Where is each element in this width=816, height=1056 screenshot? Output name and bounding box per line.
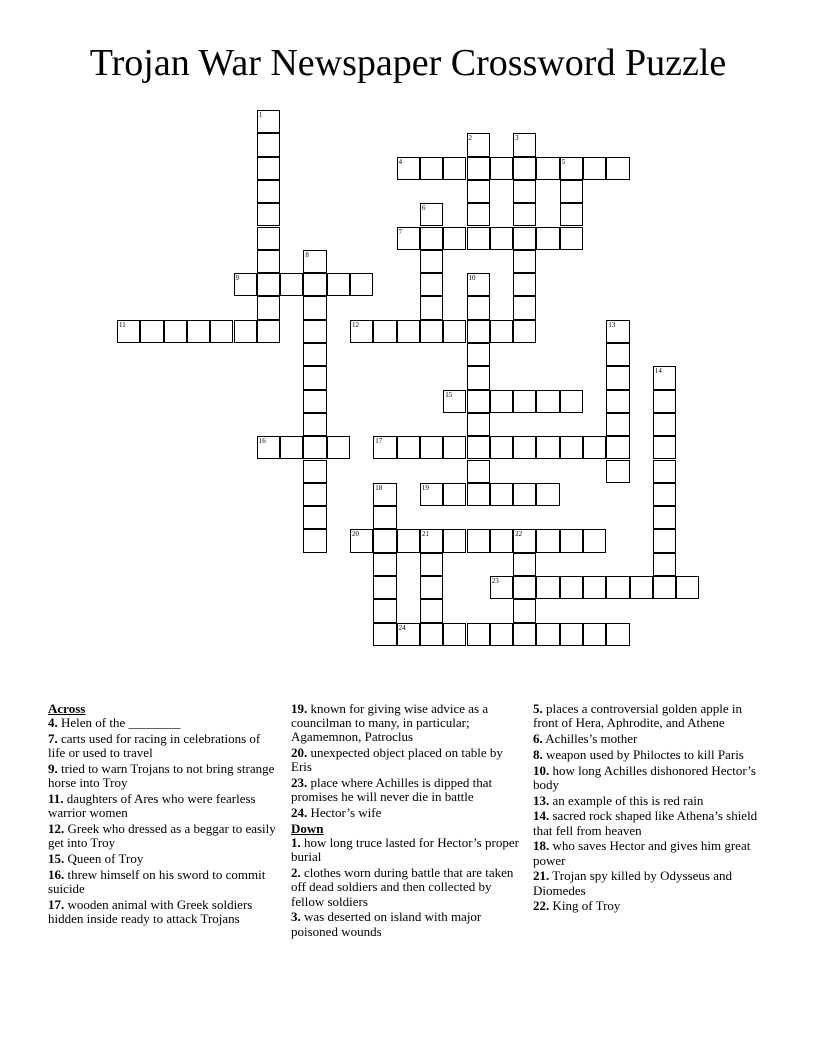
grid-cell[interactable] (350, 529, 373, 552)
clue-item (533, 809, 765, 837)
clue-text: threw himself on his sword to commit suicide (48, 866, 266, 896)
grid-cell[interactable] (560, 576, 583, 599)
grid-cell[interactable] (467, 390, 490, 413)
grid-cell[interactable] (490, 157, 513, 180)
grid-cell[interactable] (653, 436, 676, 459)
grid-cell[interactable] (373, 483, 396, 506)
grid-cell[interactable] (513, 623, 536, 646)
grid-cell[interactable] (327, 436, 350, 459)
grid-cell[interactable] (583, 157, 606, 180)
clue-item (533, 794, 765, 808)
clue-text: how long Achilles dishonored Hector’s body (533, 762, 756, 792)
grid-cell[interactable] (653, 366, 676, 389)
clue-number: 13. (533, 792, 550, 808)
grid-cell[interactable] (467, 413, 490, 436)
grid-cell[interactable] (583, 623, 606, 646)
grid-cell[interactable] (536, 227, 559, 250)
grid-cell[interactable] (536, 483, 559, 506)
grid-cell[interactable] (420, 436, 443, 459)
clue-number: 19. (291, 701, 308, 716)
grid-cell[interactable] (350, 273, 373, 296)
grid-cell[interactable] (373, 320, 396, 343)
grid-cell[interactable] (630, 576, 653, 599)
clue-number: 17 (375, 437, 383, 446)
clue-text: places a controversial golden apple in front of Hera, Aphrodite, and Athene (533, 701, 743, 731)
grid-cell[interactable] (257, 250, 280, 273)
grid-cell[interactable] (606, 623, 629, 646)
clue-item (291, 746, 527, 774)
clue-item (291, 806, 527, 820)
grid-cell[interactable] (443, 320, 466, 343)
clues-column-2 (291, 702, 527, 940)
clue-number: 11. (48, 791, 64, 806)
clue-item (533, 839, 765, 867)
grid-cell[interactable] (443, 436, 466, 459)
clue-number: 16 (258, 437, 266, 446)
clue-text: clothes worn during battle that are taken off dead soldiers and then collected by fellow soldiers (291, 865, 514, 909)
grid-cell[interactable] (467, 460, 490, 483)
grid-cell[interactable] (513, 227, 536, 250)
grid-cell[interactable] (420, 623, 443, 646)
grid-cell[interactable] (513, 296, 536, 319)
grid-cell[interactable] (443, 483, 466, 506)
clue-item (48, 762, 278, 790)
grid-cell[interactable] (513, 529, 536, 552)
grid-cell[interactable] (513, 320, 536, 343)
clue-number: 15 (445, 390, 453, 399)
grid-cell[interactable] (257, 157, 280, 180)
grid-cell[interactable] (490, 227, 513, 250)
grid-cell[interactable] (653, 413, 676, 436)
clue-number: 6. (533, 731, 543, 746)
grid-cell[interactable] (536, 576, 559, 599)
grid-cell[interactable] (257, 203, 280, 226)
clue-number: 13 (608, 320, 616, 329)
grid-cell[interactable] (560, 227, 583, 250)
grid-cell[interactable] (257, 436, 280, 459)
grid-cell[interactable] (140, 320, 163, 343)
clue-number: 9 (235, 274, 239, 283)
clue-item (48, 732, 278, 760)
grid-cell[interactable] (560, 436, 583, 459)
grid-cell[interactable] (467, 157, 490, 180)
grid-cell[interactable] (467, 133, 490, 156)
clue-number: 18 (375, 483, 383, 492)
clue-text: daughters of Ares who were fearless warrior women (48, 791, 256, 821)
clue-text: Trojan spy killed by Odysseus and Diomedes (533, 868, 732, 898)
grid-cell[interactable] (303, 460, 326, 483)
grid-cell[interactable] (513, 576, 536, 599)
grid-cell[interactable] (653, 483, 676, 506)
clue-number: 15. (48, 851, 65, 866)
clue-text: carts used for racing in celebrations of life or used to travel (48, 731, 261, 761)
grid-cell[interactable] (606, 413, 629, 436)
clue-item (291, 702, 527, 745)
grid-cell[interactable] (606, 343, 629, 366)
grid-cell[interactable] (303, 343, 326, 366)
grid-cell[interactable] (467, 483, 490, 506)
clue-number: 23 (491, 577, 499, 585)
clue-number: 8 (305, 250, 309, 259)
grid-cell[interactable] (234, 320, 257, 343)
clue-text: Achilles’s mother (542, 731, 638, 746)
clue-number: 1. (291, 835, 301, 851)
clue-number: 10 (468, 274, 476, 283)
clue-text: tried to warn Trojans to not bring strange horse into Troy (48, 761, 275, 791)
grid-cell[interactable] (560, 390, 583, 413)
clue-number: 16. (48, 866, 65, 882)
grid-cell[interactable] (513, 157, 536, 180)
grid-cell[interactable] (443, 623, 466, 646)
grid-cell[interactable] (560, 180, 583, 203)
grid-cell[interactable] (280, 273, 303, 296)
grid-cell[interactable] (257, 110, 280, 133)
grid-cell[interactable] (303, 296, 326, 319)
clue-number: 11 (119, 320, 126, 329)
grid-cell[interactable] (187, 320, 210, 343)
grid-cell[interactable] (257, 133, 280, 156)
grid-cell[interactable] (257, 227, 280, 250)
down-clue-list-continued (533, 702, 765, 914)
clue-number: 20 (352, 530, 359, 539)
grid-cell[interactable] (397, 623, 420, 646)
grid-cell[interactable] (443, 227, 466, 250)
grid-cell[interactable] (467, 180, 490, 203)
clue-number: 10. (533, 762, 550, 778)
clue-number: 5 (561, 157, 566, 166)
clue-number: 14. (533, 808, 550, 824)
grid-cell[interactable] (443, 390, 466, 413)
clue-number: 22. (533, 898, 550, 914)
clue-number: 14 (654, 367, 662, 376)
grid-cell[interactable] (490, 436, 513, 459)
clue-text: Helen of the ________ (57, 715, 181, 731)
clue-number: 4 (398, 157, 403, 166)
grid-cell[interactable] (373, 599, 396, 622)
grid-cell[interactable] (280, 436, 303, 459)
grid-cell[interactable] (467, 366, 490, 389)
grid-cell[interactable] (467, 227, 490, 250)
clue-item (533, 732, 765, 746)
grid-cell[interactable] (420, 553, 443, 576)
grid-cell[interactable] (536, 157, 559, 180)
clue-number: 20. (291, 745, 308, 761)
clue-item (48, 898, 278, 926)
grid-cell[interactable] (373, 436, 396, 459)
clue-number: 7 (398, 227, 403, 236)
clue-text: wooden animal with Greek soldiers hidden inside ready to attack Trojans (48, 896, 253, 926)
grid-cell[interactable] (467, 436, 490, 459)
grid-cell[interactable] (257, 180, 280, 203)
grid-cell[interactable] (420, 250, 443, 273)
grid-cell[interactable] (583, 436, 606, 459)
clue-number: 12. (48, 821, 65, 836)
clue-text: sacred rock shaped like Athena’s shield that fell from heaven (533, 808, 758, 838)
grid-cell[interactable] (490, 623, 513, 646)
grid-cell[interactable] (536, 436, 559, 459)
clue-item (533, 748, 765, 762)
clue-text: unexpected object placed on table by Eris (291, 745, 503, 775)
clue-number: 24. (291, 805, 308, 821)
grid-cell[interactable] (420, 203, 443, 226)
grid-cell[interactable] (536, 623, 559, 646)
grid-cell[interactable] (373, 529, 396, 552)
grid-cell[interactable] (653, 529, 676, 552)
grid-cell[interactable] (467, 529, 490, 552)
grid-cell[interactable] (420, 273, 443, 296)
grid-cell[interactable] (513, 553, 536, 576)
clue-number: 3. (291, 909, 301, 925)
grid-cell[interactable] (420, 320, 443, 343)
grid-cell[interactable] (513, 483, 536, 506)
clue-text: known for giving wise advice as a councilman to many, in particular; Agamemnon, Patroclus (291, 701, 489, 745)
clue-number: 19 (421, 483, 429, 492)
grid-cell[interactable] (513, 203, 536, 226)
clue-item (48, 852, 278, 866)
clue-item (533, 702, 765, 730)
clue-text: was deserted on island with major poisoned wounds (291, 909, 482, 939)
grid-cell[interactable] (467, 320, 490, 343)
grid-cell[interactable] (490, 483, 513, 506)
grid-cell[interactable] (373, 576, 396, 599)
grid-cell[interactable] (420, 483, 443, 506)
down-clue-list (291, 836, 527, 939)
grid-cell[interactable] (257, 320, 280, 343)
grid-cell[interactable] (257, 273, 280, 296)
grid-cell[interactable] (606, 460, 629, 483)
clue-number: 18. (533, 838, 550, 854)
grid-cell[interactable] (397, 436, 420, 459)
clue-item (291, 836, 527, 864)
grid-cell[interactable] (653, 460, 676, 483)
grid-cell[interactable] (606, 576, 629, 599)
clue-number: 21. (533, 868, 550, 884)
grid-cell[interactable] (560, 203, 583, 226)
grid-cell[interactable] (513, 390, 536, 413)
grid-cell[interactable] (653, 506, 676, 529)
grid-cell[interactable] (373, 623, 396, 646)
down-header: Down (291, 821, 324, 836)
grid-cell[interactable] (490, 390, 513, 413)
clue-number: 12 (352, 320, 359, 329)
grid-cell[interactable] (490, 529, 513, 552)
grid-cell[interactable] (653, 390, 676, 413)
grid-cell[interactable] (490, 576, 513, 599)
clue-number: 2. (291, 865, 301, 881)
grid-cell[interactable] (606, 390, 629, 413)
grid-cell[interactable] (420, 227, 443, 250)
clue-item (533, 899, 765, 913)
grid-cell[interactable] (653, 576, 676, 599)
across-clue-list-continued (291, 702, 527, 820)
grid-cell[interactable] (303, 506, 326, 529)
clue-number: 7. (48, 731, 58, 746)
grid-cell[interactable] (583, 529, 606, 552)
clue-item (48, 792, 278, 820)
grid-cell[interactable] (513, 180, 536, 203)
clue-item (48, 868, 278, 896)
clue-item (291, 910, 527, 938)
grid-cell[interactable] (303, 390, 326, 413)
grid-cell[interactable] (420, 157, 443, 180)
grid-cell[interactable] (234, 273, 257, 296)
grid-cell[interactable] (257, 296, 280, 319)
clue-text: Greek who dressed as a beggar to easily get into Troy (48, 821, 276, 851)
grid-cell[interactable] (117, 320, 140, 343)
grid-cell[interactable] (467, 296, 490, 319)
grid-cell[interactable] (420, 576, 443, 599)
clue-number: 23. (291, 775, 308, 791)
clues-column-3 (533, 702, 765, 915)
clue-number: 17. (48, 896, 65, 912)
grid-cell[interactable] (210, 320, 233, 343)
grid-cell[interactable] (513, 436, 536, 459)
grid-cell[interactable] (676, 576, 699, 599)
clue-number: 2 (468, 134, 472, 143)
grid-cell[interactable] (327, 273, 350, 296)
grid-cell[interactable] (606, 320, 629, 343)
clue-number: 22 (515, 530, 523, 539)
grid-cell[interactable] (606, 157, 629, 180)
grid-cell[interactable] (420, 296, 443, 319)
clue-text: weapon used by Philoctes to kill Paris (542, 746, 744, 762)
grid-cell[interactable] (560, 157, 583, 180)
grid-cell[interactable] (164, 320, 187, 343)
grid-cell[interactable] (513, 250, 536, 273)
clue-number: 1 (258, 111, 263, 119)
grid-cell[interactable] (373, 553, 396, 576)
grid-cell[interactable] (303, 483, 326, 506)
grid-cell[interactable] (397, 320, 420, 343)
clue-number: 6 (421, 204, 426, 213)
clue-item (291, 776, 527, 804)
clue-item (48, 822, 278, 850)
grid-cell[interactable] (606, 366, 629, 389)
grid-cell[interactable] (513, 599, 536, 622)
grid-cell[interactable] (303, 320, 326, 343)
grid-cell[interactable] (467, 623, 490, 646)
clue-text: Queen of Troy (64, 851, 144, 866)
clue-text: Hector’s wife (307, 805, 382, 821)
clue-text: King of Troy (549, 898, 621, 914)
clue-item (533, 869, 765, 897)
clues-column-1 (48, 702, 278, 928)
clue-text: who saves Hector and gives him great power (533, 838, 751, 868)
grid-cell[interactable] (560, 623, 583, 646)
grid-cell[interactable] (653, 553, 676, 576)
grid-cell[interactable] (397, 529, 420, 552)
clue-number: 9. (48, 761, 58, 776)
grid-cell[interactable] (467, 343, 490, 366)
grid-cell[interactable] (373, 506, 396, 529)
clue-number: 24 (398, 623, 406, 632)
clue-number: 3 (515, 134, 519, 143)
clue-number: 4. (48, 715, 58, 731)
grid-cell[interactable] (536, 390, 559, 413)
grid-cell[interactable] (420, 529, 443, 552)
grid-cell[interactable] (443, 529, 466, 552)
across-clue-list (48, 716, 278, 926)
clue-text: place where Achilles is dipped that promises he will never die in battle (291, 775, 493, 805)
grid-cell[interactable] (536, 529, 559, 552)
grid-cell[interactable] (490, 320, 513, 343)
grid-cell[interactable] (397, 227, 420, 250)
across-header: Across (48, 701, 86, 716)
clue-number: 5. (533, 701, 543, 716)
grid-cell[interactable] (513, 273, 536, 296)
grid-cell[interactable] (583, 576, 606, 599)
clue-item (533, 764, 765, 792)
grid-cell[interactable] (350, 320, 373, 343)
grid-cell[interactable] (303, 436, 326, 459)
grid-cell[interactable] (467, 273, 490, 296)
grid-cell[interactable] (303, 273, 326, 296)
clue-text: how long truce lasted for Hector’s proper burial (291, 835, 519, 865)
grid-cell[interactable] (443, 157, 466, 180)
grid-cell[interactable] (560, 529, 583, 552)
grid-cell[interactable] (397, 157, 420, 180)
clue-item (291, 866, 527, 909)
grid-cell[interactable] (303, 366, 326, 389)
clue-number: 21 (421, 530, 429, 539)
grid-cell[interactable] (606, 436, 629, 459)
clue-item (48, 716, 278, 730)
puzzle-title: Trojan War Newspaper Crossword Puzzle (89, 42, 727, 84)
grid-cell[interactable] (303, 413, 326, 436)
grid-cell[interactable] (513, 133, 536, 156)
grid-cell[interactable] (303, 529, 326, 552)
grid-cell[interactable] (467, 203, 490, 226)
grid-cell[interactable] (303, 250, 326, 273)
clue-number: 8. (533, 746, 543, 762)
clue-text: an example of this is red rain (549, 792, 704, 808)
grid-cell[interactable] (420, 599, 443, 622)
